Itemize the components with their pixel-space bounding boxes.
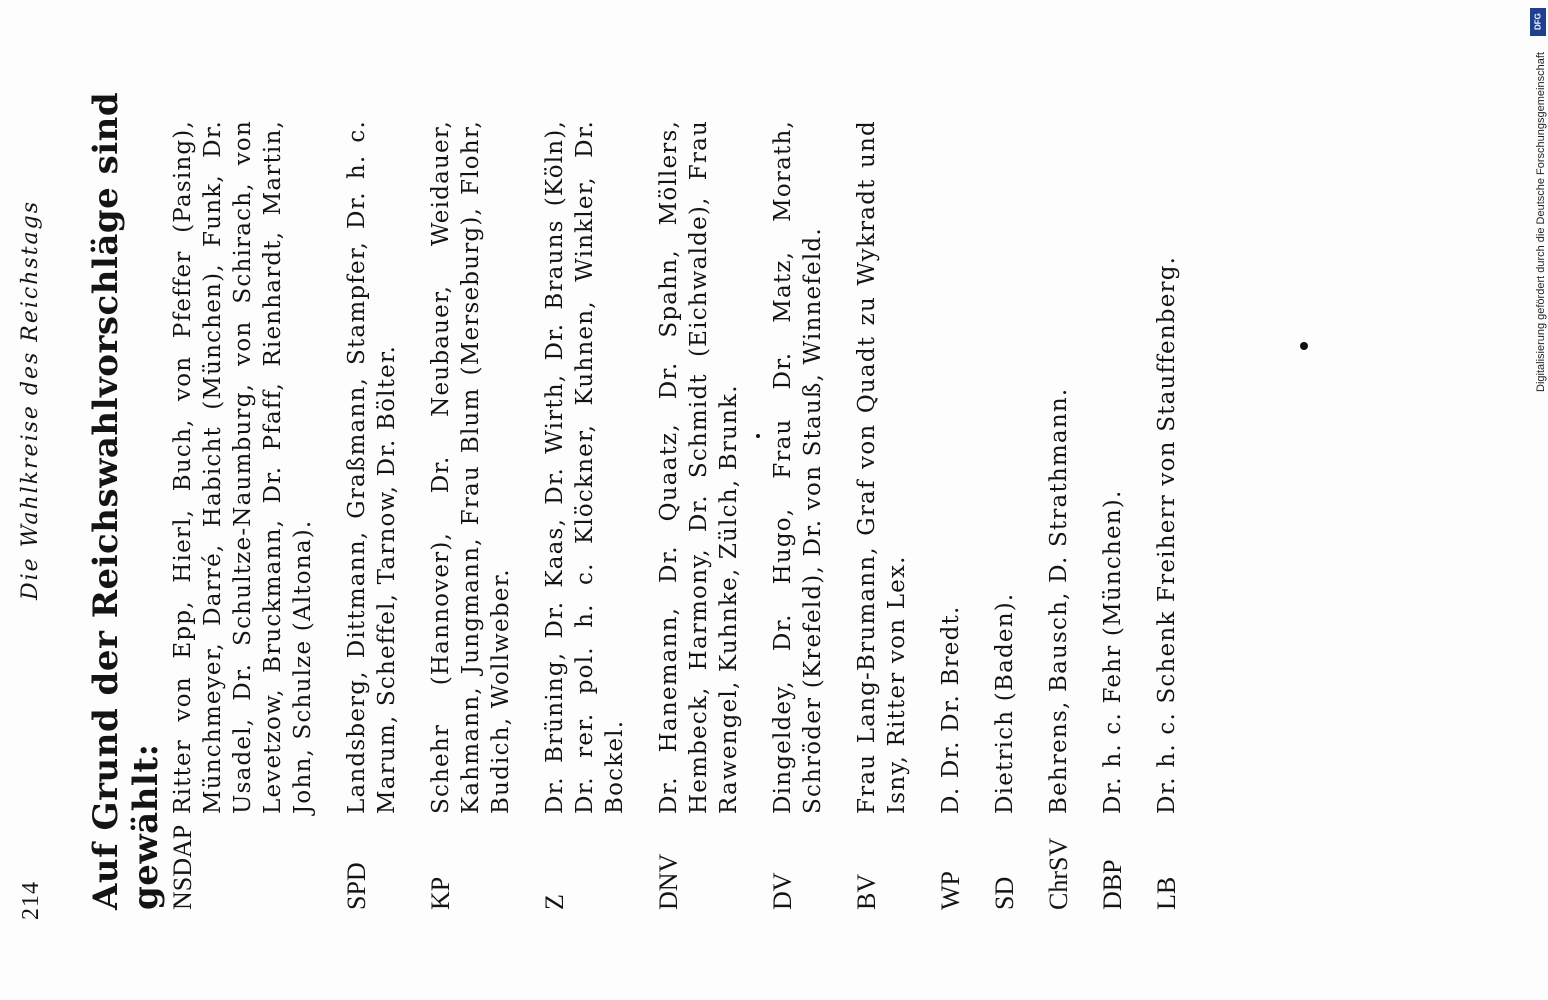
elected-names: Schehr (Hannover), Dr. Neubauer, Weidauer, Kahmann, Jungmann, Frau Blum (Merseburg), Flohr, Budich, Wollweber. <box>428 120 514 814</box>
list-item <box>426 120 516 910</box>
elected-names: Dietrich (Baden). <box>992 592 1018 814</box>
elected-names: Dingeldey, Dr. Hugo, Frau Dr. Matz, Morath, Schröder (Krefeld), Dr. von Stauß, Winnefeld. <box>770 120 826 814</box>
party-abbreviation: WP <box>936 871 965 910</box>
list-item <box>342 120 402 910</box>
digitization-note: Digitalisierung gefördert durch die Deutsche Forschungsgemeinschaft <box>1535 52 1547 392</box>
dfg-logo: DFG <box>1530 8 1546 36</box>
elected-names: D. Dr. Dr. Bredt. <box>938 605 964 814</box>
list-item <box>1098 120 1128 910</box>
elected-names: Dr. h. c. Schenk Freiherr von Stauffenberg. <box>1154 255 1180 814</box>
party-list <box>168 120 1206 910</box>
page-number: 214 <box>18 881 44 920</box>
list-item <box>1044 120 1074 910</box>
party-abbreviation: DBP <box>1098 859 1127 910</box>
ink-speck <box>1300 342 1308 350</box>
elected-names: Landsberg, Dittmann, Graßmann, Stampfer, Dr. h. c. Marum, Scheffel, Tarnow, Dr. Bölter. <box>344 120 400 814</box>
elected-names: Frau Lang-Brumann, Graf von Quadt zu Wykradt und Isny, Ritter von Lex. <box>854 120 910 814</box>
party-abbreviation: KP <box>426 876 455 910</box>
elected-names: Dr. h. c. Fehr (München). <box>1100 489 1126 814</box>
party-abbreviation: LB <box>1152 876 1181 910</box>
section-heading: Auf Grund der Reichswahlvorschläge sind gewählt: <box>86 91 166 910</box>
elected-names: Ritter von Epp, Hierl, Buch, von Pfeffer (Pasing), Münchmeyer, Darré, Habicht (München), Funk, Dr. Usadel, Dr. Schultze-Naumburg, von Schirach, von Levetzow, Bruckmann, Dr. Pfaff, Rienhardt, Martin, John, Schulze (Altona). <box>170 120 316 814</box>
list-item <box>1152 120 1182 910</box>
elected-names: Behrens, Bausch, D. Strathmann. <box>1046 387 1072 814</box>
party-abbreviation: SD <box>990 876 1019 910</box>
running-head: Die Wahlkreise des Reichstags <box>18 199 43 600</box>
party-abbreviation: BV <box>852 873 881 910</box>
party-abbreviation: NSDAP <box>168 824 197 910</box>
party-abbreviation: SPD <box>342 862 371 910</box>
party-abbreviation: Z <box>540 894 569 910</box>
party-abbreviation: DNV <box>654 853 683 910</box>
list-item <box>654 120 744 910</box>
page-header <box>18 170 58 930</box>
elected-names: Dr. Brüning, Dr. Kaas, Dr. Wirth, Dr. Brauns (Köln), Dr. rer. pol. h. c. Klöckner, Kuhnen, Winkler, Dr. Bockel. <box>542 120 628 814</box>
list-item <box>852 120 912 910</box>
elected-names: Dr. Hanemann, Dr. Quaatz, Dr. Spahn, Möllers, Hembeck, Harmony, Dr. Schmidt (Eichwalde), Frau Rawengel, Kuhnke, Zülch, Brunk. <box>656 120 742 814</box>
list-item <box>168 120 318 910</box>
list-item <box>540 120 630 910</box>
party-abbreviation: DV <box>768 872 797 910</box>
party-abbreviation: ChrSV <box>1044 837 1073 910</box>
list-item <box>936 120 966 910</box>
list-item <box>768 120 828 910</box>
list-item <box>990 120 1020 910</box>
ink-speck <box>756 434 760 438</box>
